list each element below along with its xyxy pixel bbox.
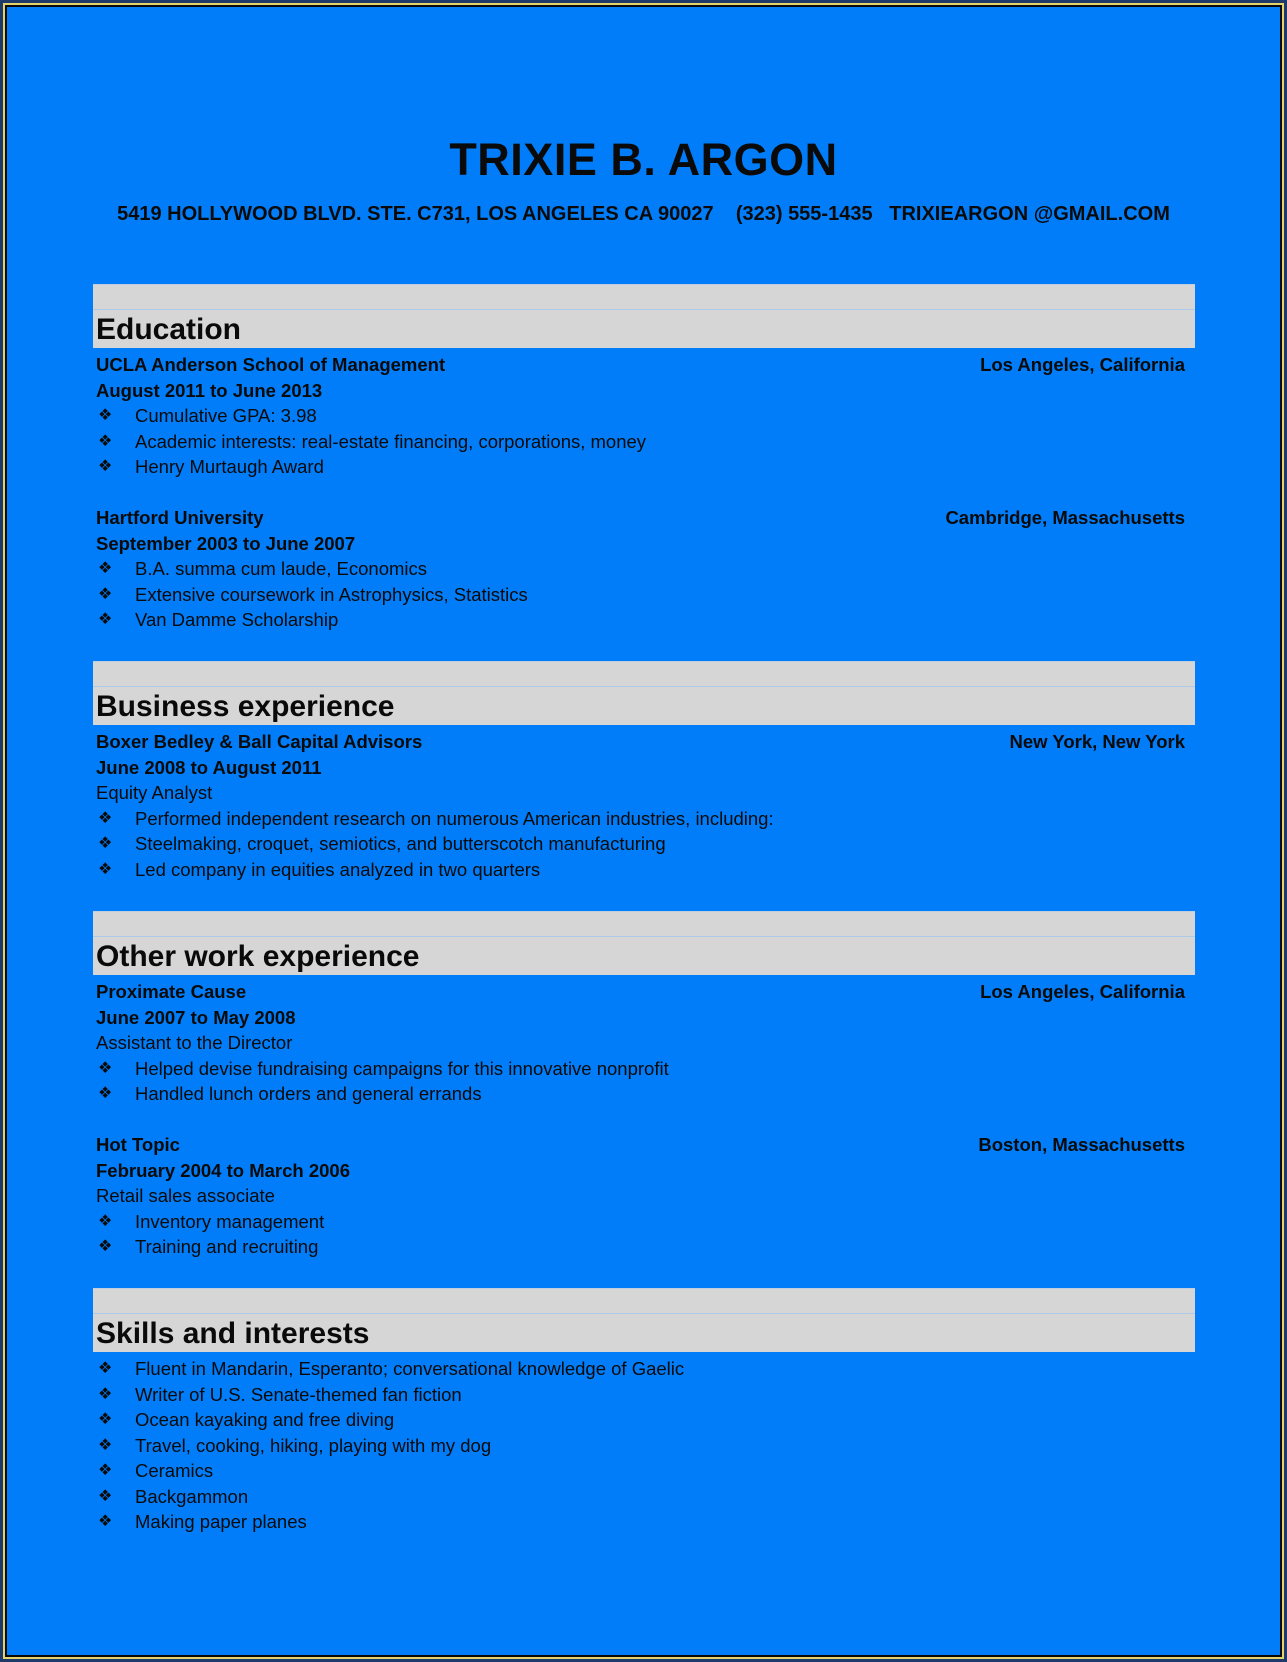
bullet-icon: ❖ xyxy=(98,1411,113,1428)
entry-dates: September 2003 to June 2007 xyxy=(96,532,356,554)
bullet-icon: ❖ xyxy=(98,1085,113,1102)
bullet-icon: ❖ xyxy=(98,1212,113,1230)
bullet-icon: ❖ xyxy=(98,1436,113,1454)
bullet-icon: ❖ xyxy=(98,1385,113,1403)
contact-line: 5419 HOLLYWOOD BLVD. STE. C731, LOS ANGELES CA 90027 (323) 555-1435 TRIXIEARGON @GMAIL.COM xyxy=(117,203,1170,225)
bullet-icon: ❖ xyxy=(98,1462,113,1479)
entry-org: Boxer Bedley & Ball Capital Advisors xyxy=(96,731,423,752)
section-title: Skills and interests xyxy=(96,1317,370,1350)
other-entry xyxy=(93,979,1195,1260)
skills-list xyxy=(93,1356,1195,1535)
section-other-work xyxy=(93,911,1195,1260)
bullet-icon: ❖ xyxy=(98,1059,113,1077)
list-item: ❖ Extensive coursework in Astrophysics, Statistics xyxy=(96,582,1185,608)
entry-location: New York, New York xyxy=(1009,731,1185,752)
section-skills xyxy=(93,1288,1195,1535)
entry-dates: June 2007 to May 2008 xyxy=(96,1006,296,1028)
resume-name: TRIXIE B. ARGON xyxy=(449,134,838,185)
bullet-icon: ❖ xyxy=(98,1487,113,1505)
list-item: ❖ B.A. summa cum laude, Economics xyxy=(96,556,1185,582)
entry-location: Boston, Massachusetts xyxy=(978,1134,1185,1155)
entry-org: Hot Topic xyxy=(96,1134,180,1155)
section-header xyxy=(93,911,1195,975)
bullet-icon: ❖ xyxy=(98,458,113,475)
section-header xyxy=(93,661,1195,725)
list-item: ❖ Handled lunch orders and general errands xyxy=(96,1081,1185,1107)
entry-location: Los Angeles, California xyxy=(980,981,1185,1002)
list-item: ❖ Fluent in Mandarin, Esperanto; conversational knowledge of Gaelic xyxy=(96,1356,1185,1382)
list-item: ❖ Inventory management xyxy=(96,1209,1185,1235)
section-header xyxy=(93,284,1195,348)
bullet-icon: ❖ xyxy=(98,560,113,577)
bullet-icon: ❖ xyxy=(98,835,113,852)
entry-org: Proximate Cause xyxy=(96,981,247,1002)
entry-role: Retail sales associate xyxy=(96,1185,275,1206)
entry-dates: February 2004 to March 2006 xyxy=(96,1159,350,1181)
entry-org: UCLA Anderson School of Management xyxy=(96,354,446,375)
list-item: ❖ Henry Murtaugh Award xyxy=(96,454,1185,480)
list-item: ❖ Helped devise fundraising campaigns for this innovative nonprofit xyxy=(96,1056,1185,1082)
bullet-icon: ❖ xyxy=(98,809,113,827)
entry-dates: August 2011 to June 2013 xyxy=(96,379,323,401)
bullet-icon: ❖ xyxy=(98,1360,113,1377)
entry-dates: June 2008 to August 2011 xyxy=(96,756,322,778)
bullet-icon: ❖ xyxy=(98,1238,113,1255)
bullet-icon: ❖ xyxy=(98,407,113,424)
list-item: ❖ Backgammon xyxy=(96,1484,1185,1510)
section-title: Education xyxy=(96,313,242,346)
list-item: ❖ Cumulative GPA: 3.98 xyxy=(96,403,1185,429)
list-item: ❖ Making paper planes xyxy=(96,1509,1185,1535)
list-item: ❖ Ocean kayaking and free diving xyxy=(96,1407,1185,1433)
bullet-icon: ❖ xyxy=(98,432,113,450)
bullet-icon: ❖ xyxy=(98,585,113,603)
section-business xyxy=(93,661,1195,882)
education-entry xyxy=(93,352,1195,633)
entry-location: Los Angeles, California xyxy=(980,354,1185,375)
bullet-icon: ❖ xyxy=(98,1513,113,1530)
list-item: ❖ Led company in equities analyzed in two quarters xyxy=(96,857,1185,883)
resume-page xyxy=(7,7,1280,1655)
list-item: ❖ Writer of U.S. Senate-themed fan fiction xyxy=(96,1382,1185,1408)
bullet-icon: ❖ xyxy=(98,611,113,628)
frame-border xyxy=(3,3,1284,1659)
list-item: ❖ Ceramics xyxy=(96,1458,1185,1484)
section-title: Other work experience xyxy=(96,940,420,973)
list-item: ❖ Steelmaking, croquet, semiotics, and butterscotch manufacturing xyxy=(96,831,1185,857)
business-entry xyxy=(93,729,1195,882)
list-item: ❖ Performed independent research on numerous American industries, including: xyxy=(96,806,1185,832)
entry-location: Cambridge, Massachusetts xyxy=(945,507,1185,528)
list-item: ❖ Academic interests: real-estate financing, corporations, money xyxy=(96,429,1185,455)
bullet-icon: ❖ xyxy=(98,860,113,878)
entry-role: Equity Analyst xyxy=(96,782,213,803)
entry-org: Hartford University xyxy=(96,507,264,528)
entry-role: Assistant to the Director xyxy=(96,1032,293,1053)
list-item: ❖ Van Damme Scholarship xyxy=(96,607,1185,633)
section-title: Business experience xyxy=(96,690,395,723)
list-item: ❖ Travel, cooking, hiking, playing with my dog xyxy=(96,1433,1185,1459)
list-item: ❖ Training and recruiting xyxy=(96,1234,1185,1260)
section-education xyxy=(93,284,1195,633)
section-header xyxy=(93,1288,1195,1352)
